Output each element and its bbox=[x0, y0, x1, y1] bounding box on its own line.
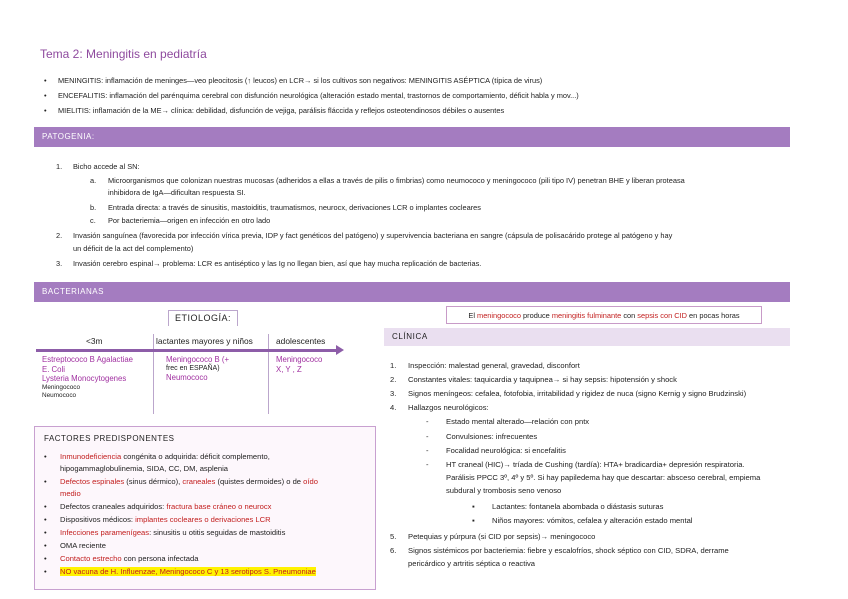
patogenia-item: c. Por bacteriemia—origen en infección en otro lado bbox=[90, 216, 271, 225]
bullet-icon: • bbox=[44, 452, 47, 461]
patogenia-item: b. Entrada directa: a través de sinusitis, mastoiditis, traumatismos, neurocx, derivaciones LCR o implantes cocleares bbox=[90, 203, 481, 212]
clinica-header: CLÍNICA bbox=[384, 328, 790, 346]
clinica-item: 3. Signos meníngeos: cefalea, fotofobia, irritabilidad y rigidez de nuca (signo Kernig y signo Brudzinski) bbox=[390, 389, 747, 398]
clinica-subitem-cont: subdural y trombosis seno venoso bbox=[446, 486, 562, 495]
bullet-icon: • bbox=[44, 76, 47, 85]
etiologia-col-1: Estreptococo B Agalactiae E. Coli Lysteria Monocytogenes Meningococo Neumococo bbox=[42, 355, 134, 400]
age-arrow-line bbox=[36, 349, 338, 352]
etiologia-col-header: adolescentes bbox=[276, 336, 326, 346]
factor-item: • NO vacuna de H. Influenzae, Meningococo C y 13 serotipos S. Pneumoniae bbox=[44, 567, 316, 576]
clinica-subitem-cont: Parálisis PPCC 3º, 4º y 5º. Si hay papiledema hay que descartar: absceso cerebral, empiema bbox=[446, 473, 761, 482]
clinica-item: 1. Inspección: malestad general, gravedad, disconfort bbox=[390, 361, 580, 370]
etiologia-title: ETIOLOGÍA: bbox=[168, 310, 238, 326]
definition-mielitis: • MIELITIS: inflamación de la ME→ clínica: debilidad, disfunción de vejiga, parálisis fláccida y reflejos osteotendinosos débiles o ausentes bbox=[44, 106, 505, 115]
definition-encefalitis: • ENCEFALITIS: inflamación del parénquima cerebral con disfunción neurológica (alteración estado mental, trastornos de comportamiento, déficit habla y mov...) bbox=[44, 91, 579, 100]
factor-item: • Dispositivos médicos: implantes cocleares o derivaciones LCR bbox=[44, 515, 271, 524]
clinica-item: 2. Constantes vitales: taquicardia y taquipnea→ si hay sepsis: hipotensión y shock bbox=[390, 375, 677, 384]
meningococo-notice: El meningococo produce meningitis fulminante con sepsis con CID en pocas horas bbox=[446, 306, 762, 324]
clinica-subitem: - Focalidad neurológica: si encefalitis bbox=[426, 446, 566, 455]
patogenia-item: un déficit de la act del complemento) bbox=[73, 244, 194, 253]
factor-item: medio bbox=[60, 489, 81, 498]
bullet-icon: • bbox=[44, 477, 47, 486]
clinica-subitem: - HT craneal (HIC)→ tríada de Cushing (tardía): HTA+ bradicardia+ depresión respiratoria. bbox=[426, 460, 745, 469]
column-divider bbox=[268, 334, 269, 414]
bullet-icon: • bbox=[44, 502, 47, 511]
factor-item: • Defectos craneales adquiridos: fractura base cráneo o neurocx bbox=[44, 502, 272, 511]
factor-item: • Inmunodeficiencia congénita o adquirida: déficit complemento, bbox=[44, 452, 270, 461]
bullet-icon: • bbox=[44, 567, 47, 576]
column-divider bbox=[153, 334, 154, 414]
patogenia-item: 1. Bicho accede al SN: bbox=[56, 162, 140, 171]
section-header-bacterianas: BACTERIANAS bbox=[34, 282, 790, 302]
bullet-icon: • bbox=[44, 106, 47, 115]
clinica-item: 5. Petequias y púrpura (si CID por sepsis)→ meningococo bbox=[390, 532, 596, 541]
bullet-icon: • bbox=[44, 91, 47, 100]
etiologia-col-header: <3m bbox=[86, 336, 103, 346]
bullet-icon: • bbox=[44, 515, 47, 524]
arrow-right-icon bbox=[336, 345, 344, 355]
square-bullet-icon: ▪ bbox=[472, 502, 475, 511]
bullet-icon: • bbox=[44, 541, 47, 550]
factor-item: • Infecciones paramenígeas: sinusitis u otitis seguidas de mastoiditis bbox=[44, 528, 286, 537]
clinica-item: 6. Signos sistémicos por bacteriemia: fiebre y escalofríos, shock séptico con CID, SDRA, derrame bbox=[390, 546, 729, 555]
clinica-item: 4. Hallazgos neurológicos: bbox=[390, 403, 489, 412]
bullet-icon: • bbox=[44, 554, 47, 563]
clinica-subitem: - Convulsiones: infrecuentes bbox=[426, 432, 538, 441]
bullet-icon: • bbox=[44, 528, 47, 537]
factor-item: • Defectos espinales (sinus dérmico), craneales (quistes dermoides) o de oído bbox=[44, 477, 318, 486]
etiologia-col-header: lactantes mayores y niños bbox=[156, 336, 253, 346]
square-bullet-icon: ▪ bbox=[472, 516, 475, 525]
section-header-patogenia: PATOGENIA: bbox=[34, 127, 790, 147]
factor-item: • Contacto estrecho con persona infectada bbox=[44, 554, 199, 563]
factores-title: FACTORES PREDISPONENTES bbox=[44, 434, 175, 443]
clinica-subsubitem: ▪ Lactantes: fontanela abombada o diástasis suturas bbox=[472, 502, 664, 511]
patogenia-item: 3. Invasión cerebro espinal→ problema: LCR es antiséptico y las Ig no llegan bien, así que hay mucha replicación de bacterias. bbox=[56, 259, 482, 268]
etiologia-col-2: Meningococo B (+ frec en ESPAÑA) Neumococo bbox=[166, 355, 230, 383]
definition-meningitis: • MENINGITIS: inflamación de meninges—veo pleocitosis (↑ leucos) en LCR→ si los cultivos son negativos: MENINGITIS ASÉPTICA (típica de virus) bbox=[44, 76, 543, 85]
clinica-item-cont: pericárdico y artritis séptica o reactiva bbox=[408, 559, 536, 568]
etiologia-col-3: Meningococo X, Y , Z bbox=[276, 355, 323, 374]
clinica-subsubitem: ▪ Niños mayores: vómitos, cefalea y alteración estado mental bbox=[472, 516, 693, 525]
clinica-subitem: - Estado mental alterado—relación con pntx bbox=[426, 417, 590, 426]
page-title: Tema 2: Meningitis en pediatría bbox=[40, 47, 207, 61]
factor-item: • OMA reciente bbox=[44, 541, 107, 550]
patogenia-item: a. Microorganismos que colonizan nuestras mucosas (adheridos a ellas a través de pilis o fimbrias) como neumococo y meningococo (pili tipo IV) penetran BHE y liberan proteasa bbox=[90, 176, 685, 185]
patogenia-item: 2. Invasión sanguínea (favorecida por infección vírica previa, IDP y fact genéticos del patógeno) y supervivencia bacteriana en sangre (cápsula de polisacárido protege al patógeno y hay bbox=[56, 231, 673, 240]
patogenia-item: inhibidora de IgA—dificultan respuesta SI. bbox=[108, 188, 246, 197]
factor-item: hipogammaglobulinemia, SIDA, CC, DM, asplenia bbox=[60, 464, 228, 473]
